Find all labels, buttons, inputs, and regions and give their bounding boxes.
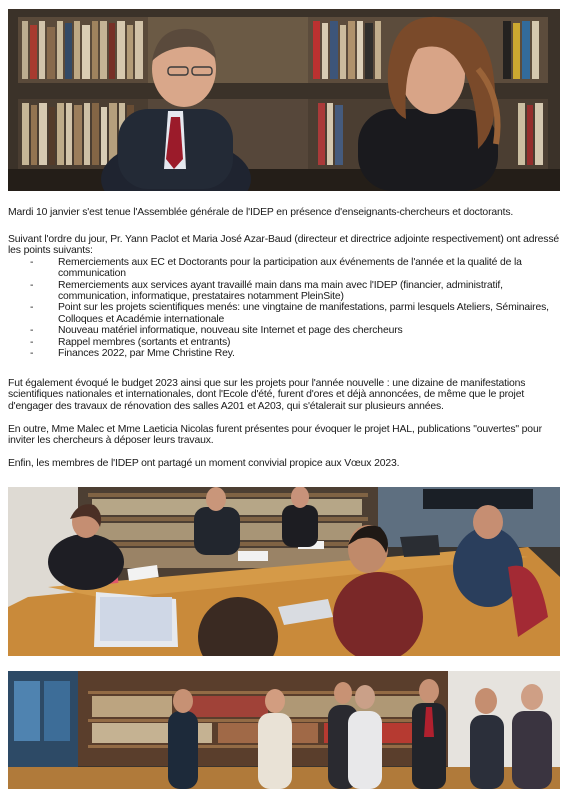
intro-text: Mardi 10 janvier s'est tenue l'Assemblée générale de l'IDEP en présence d'enseignants-chercheurs et doctorants. [8, 207, 514, 218]
agenda-item: - Remerciements aux services ayant travaillé main dans ma main avec l'IDEP (financier, administratif, communication, informatique, prestataires notamment PleinSite) [8, 280, 560, 303]
hal-paragraph [8, 424, 560, 447]
agenda-section [8, 234, 560, 359]
budget-paragraph [8, 378, 560, 412]
closing-text: Enfin, les membres de l'IDEP ont partagé un moment convivial propice aux Vœux 2023. [8, 458, 400, 469]
photo-directors [8, 9, 560, 191]
agenda-list [8, 257, 560, 360]
closing-paragraph [8, 458, 560, 469]
hal-text: En outre, Mme Malec et Mme Laeticia Nicolas furent présentes pour évoquer le projet HAL, publications "ouvertes" pour inviter les chercheurs à déposer leurs travaux. [8, 424, 542, 447]
photo-members-library [8, 671, 560, 789]
agenda-item: - Nouveau matériel informatique, nouveau site Internet et page des chercheurs [8, 325, 560, 336]
budget-text: Fut également évoqué le budget 2023 ainsi que sur les projets pour l'année nouvelle : une dizaine de manifestations scientifiques nationales et internationales, dont l'Ecole d'été, furent d'ores et déjà annoncées, de même que le projet d'engager des travaux de rénovation des salles A201 et A203, qui s'étalerait sur plusieurs années. [8, 378, 526, 412]
agenda-item: - Finances 2022, par Mme Christine Rey. [8, 348, 560, 359]
intro-paragraph [8, 207, 560, 218]
agenda-intro: Suivant l'ordre du jour, Pr. Yann Paclot et Maria José Azar-Baud (directeur et directrice adjointe respectivement) ont adressé les points suivants: [8, 234, 560, 257]
agenda-item: - Point sur les projets scientifiques menés: une vingtaine de manifestations, parmi lesquels Ateliers, Séminaires, Colloques et Académie internationale [8, 302, 560, 325]
photo-meeting-table [8, 487, 560, 656]
agenda-item: - Rappel membres (sortants et entrants) [8, 337, 560, 348]
agenda-item: - Remerciements aux EC et Doctorants pour la participation aux événements de l'année et la qualité de la communication [8, 257, 560, 280]
